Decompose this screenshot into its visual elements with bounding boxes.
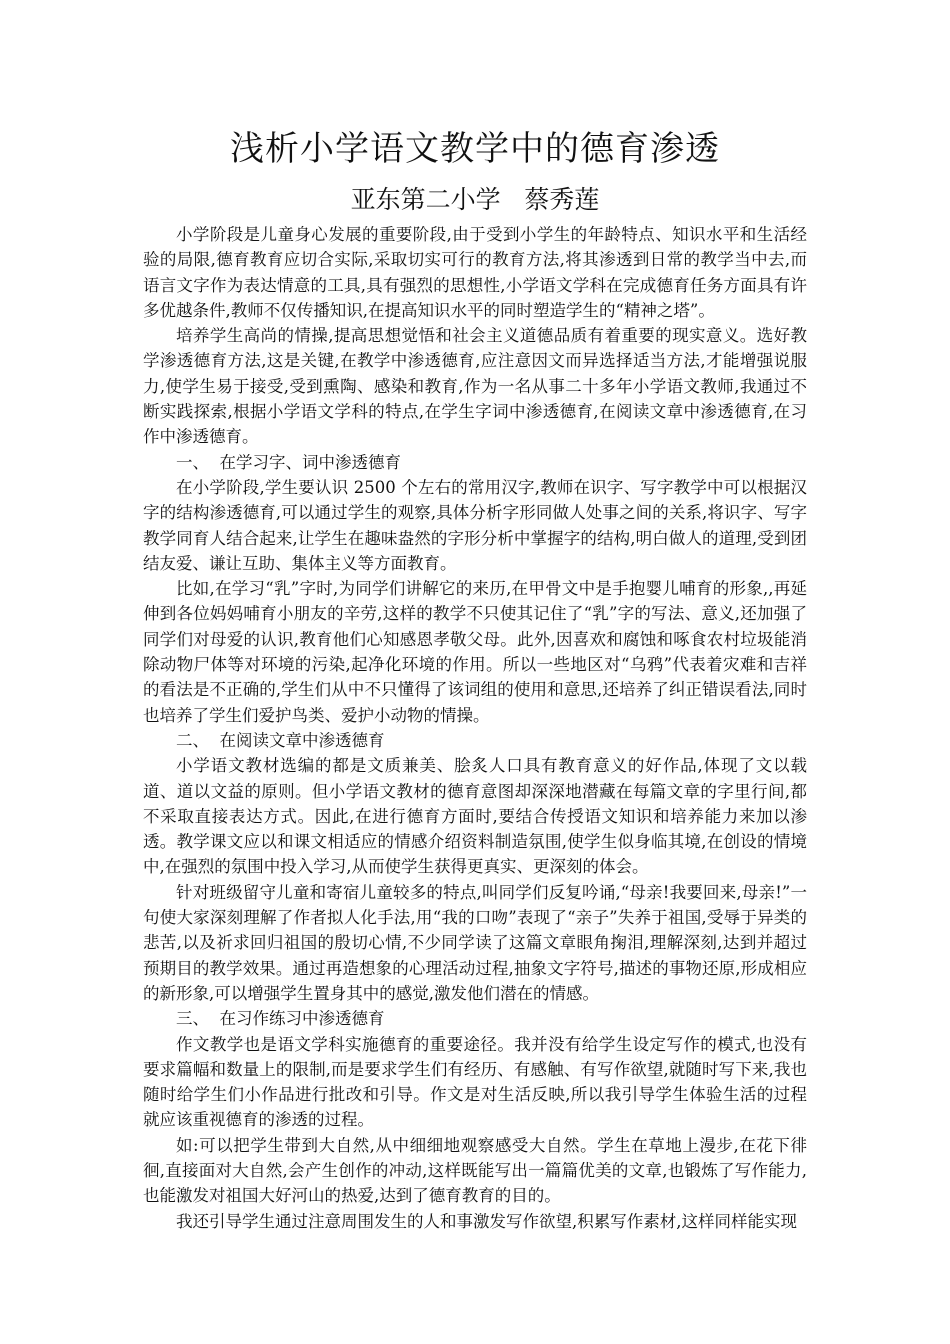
- paragraph-writing-example: 如:可以把学生带到大自然,从中细细地观察感受大自然。学生在草地上漫步,在花下徘徊,直接面对大自然,会产生创作的冲动,这样既能写出一篇篇优美的文章,也锻炼了写作能力,也能激发对祖国大好河山的热爱,达到了德育教育的目的。: [143, 1135, 807, 1206]
- paragraph-characters: 在小学阶段,学生要认识 2500 个左右的常用汉字,教师在识字、写字教学中可以根据汉字的结构渗透德育,可以通过学生的观察,具体分析字形同做人处事之间的关系,将识字、写字教学同育人结合起来,让学生在趣味盎然的字形分析中掌握字的结构,明白做人的道理,受到团结友爱、谦让互助、集体主义等方面教育。: [143, 477, 807, 573]
- paragraph-reading-example: 针对班级留守儿童和寄宿儿童较多的特点,叫同学们反复吟诵,“母亲!我要回来,母亲!”一句使大家深刻理解了作者拟人化手法,用“我的口吻”表现了“亲子”失养于祖国,受辱于异类的悲苦,以及祈求回归祖国的殷切心情,不少同学读了这篇文章眼角掬泪,理解深刻,达到并超过预期目的教学效果。通过再造想象的心理活动过程,抽象文字符号,描述的事物还原,形成相应的新形象,可以增强学生置身其中的感觉,激发他们潜在的情感。: [143, 882, 807, 1003]
- section-heading-3: 三、 在习作练习中渗透德育: [176, 1009, 385, 1029]
- paragraph-intro: 小学阶段是儿童身心发展的重要阶段,由于受到小学生的年龄特点、知识水平和生活经验的局限,德育教育应切合实际,采取切实可行的教育方法,将其渗透到日常的教学当中去,而语言文字作为表达情意的工具,具有强烈的思想性,小学语文学科在完成德育任务方面具有许多优越条件,教师不仅传播知识,在提高知识水平的同时塑造学生的“精神之塔”。: [143, 225, 807, 320]
- paragraph-example-ru: 比如,在学习“乳”字时,为同学们讲解它的来历,在甲骨文中是手抱婴儿哺育的形象,,再延伸到各位妈妈哺育小朋友的辛劳,这样的教学不只使其记住了“乳”字的写法、意义,还加强了同学们对母爱的认识,教育他们心知感恩孝敬父母。此外,因喜欢和腐蚀和啄食农村垃圾能消除动物尸体等对环境的污染,起净化环境的作用。所以一些地区对“乌鸦”代表着灾难和吉祥的看法是不正确的,学生们从中不只懂得了该词组的使用和意思,还培养了纠正错误看法,同时也培养了学生们爱护鸟类、爱护小动物的情操。: [143, 579, 807, 725]
- paragraph-method: 培养学生高尚的情操,提高思想觉悟和社会主义道德品质有着重要的现实意义。选好教学渗透德育方法,这是关键,在教学中渗透德育,应注意因文而异选择适当方法,才能增强说服力,使学生易于接受,受到熏陶、感染和教育,作为一名从事二十多年小学语文教师,我通过不断实践探索,根据小学语文学科的特点,在学生字词中渗透德育,在阅读文章中渗透德育,在习作中渗透德育。: [143, 326, 807, 447]
- paragraph-writing-continued: 我还引导学生通过注意周围发生的人和事激发写作欲望,积累写作素材,这样同样能实现: [176, 1211, 797, 1231]
- document-body: [143, 222, 807, 1234]
- section-heading-1: 一、 在学习字、词中渗透德育: [176, 452, 401, 472]
- paragraph-writing: 作文教学也是语文学科实施德育的重要途径。我并没有给学生设定写作的模式,也没有要求篇幅和数量上的限制,而是要求学生们有经历、有感触、有写作欲望,就随时写下来,我也随时给学生们小作品进行批改和引导。作文是对生活反映,所以我引导学生体验生活的过程就应该重视德育的渗透的过程。: [143, 1034, 807, 1130]
- document-title: 浅析小学语文教学中的德育渗透: [230, 129, 720, 169]
- document-author: 亚东第二小学 蔡秀莲: [350, 185, 600, 214]
- paragraph-reading: 小学语文教材选编的都是文质兼美、脍炙人口具有教育意义的好作品,体现了文以载道、道以文益的原则。但小学语文教材的德育意图却深深地潜藏在每篇文章的字里行间,都不采取直接表达方式。因此,在进行德育方面时,要结合传授语文知识和培养能力来加以渗透。教学课文应以和课文相适应的情感介绍资料制造氛围,使学生似身临其境,在创设的情境中,在强烈的氛围中投入学习,从而使学生获得更真实、更深刻的体会。: [143, 756, 807, 877]
- section-heading-2: 二、 在阅读文章中渗透德育: [176, 730, 385, 750]
